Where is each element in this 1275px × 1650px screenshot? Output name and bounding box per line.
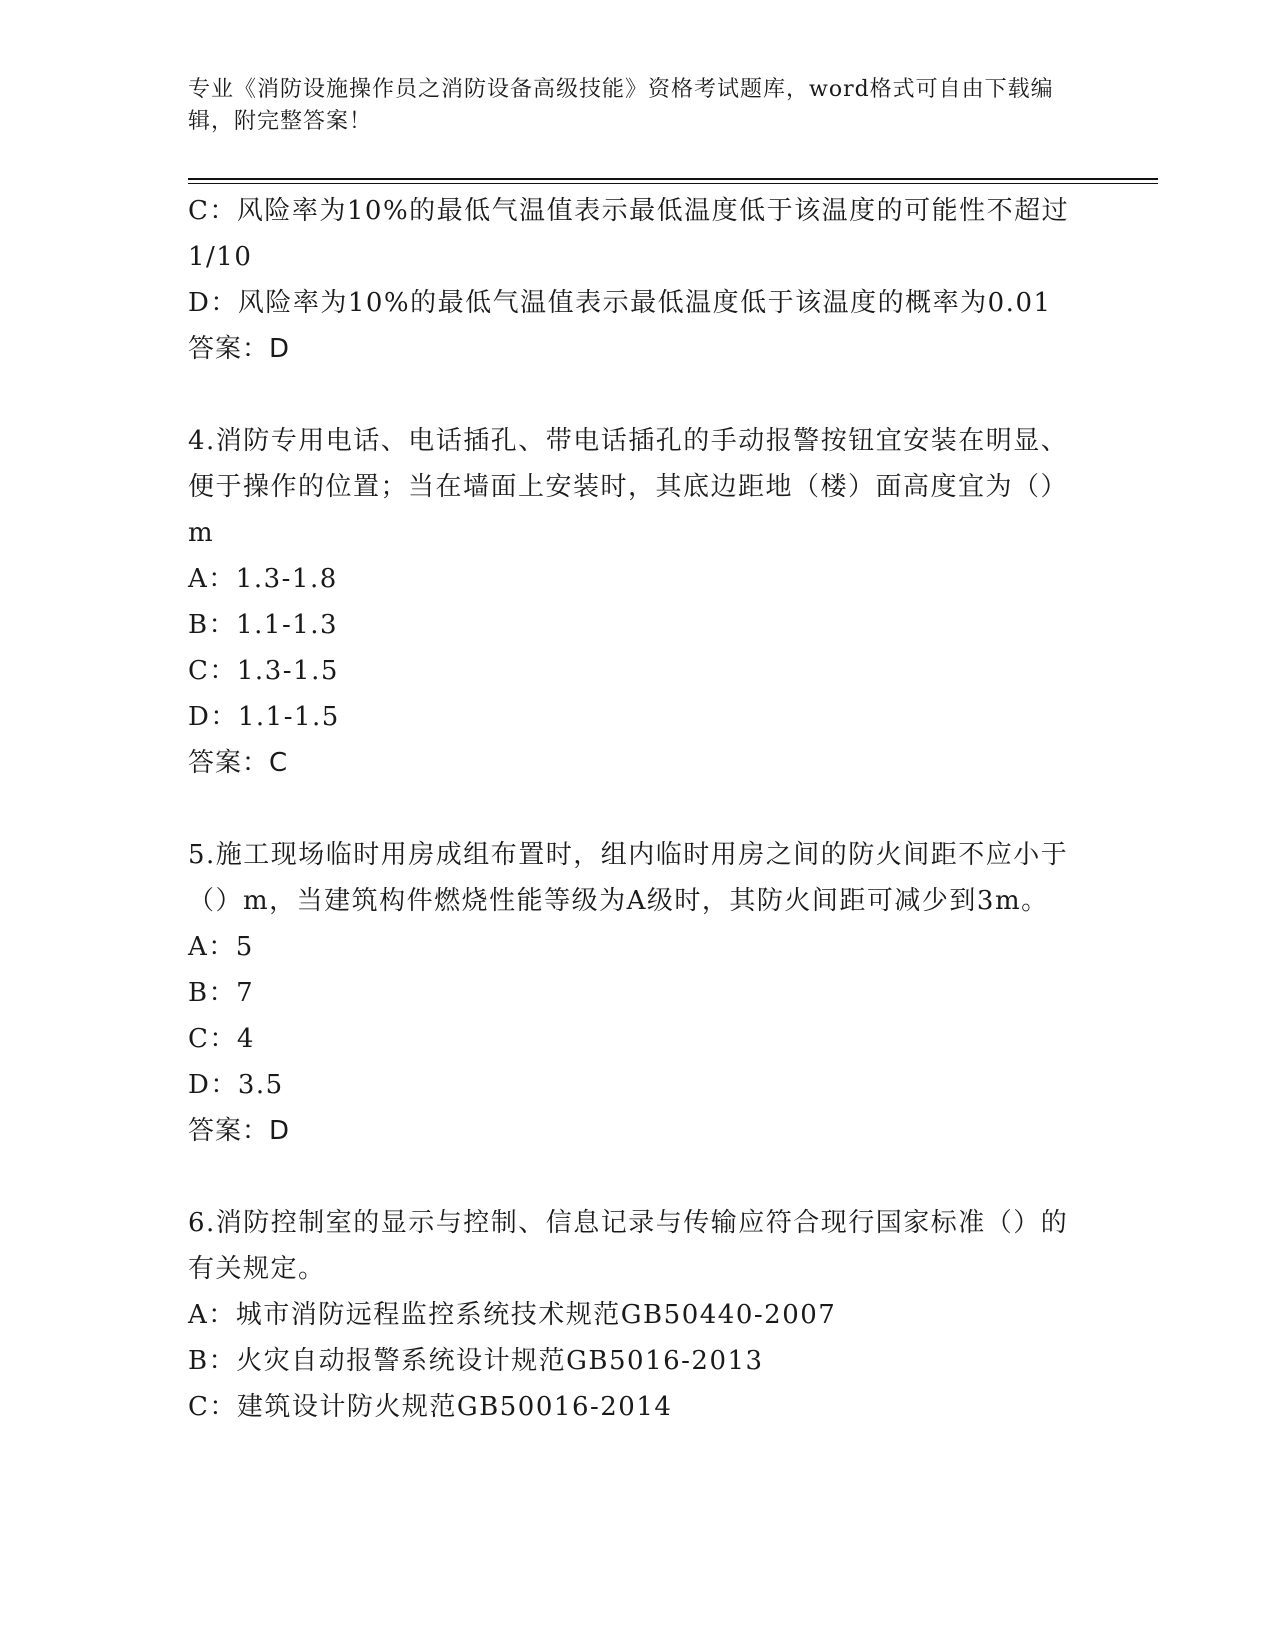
question-6 [188,1200,1088,1430]
answer: 答案：C [188,748,289,778]
option-c: C：1.3-1.5 [188,656,339,686]
header-rule-thick [188,178,1158,180]
question-stem: 6.消防控制室的显示与控制、信息记录与传输应符合现行国家标准（）的有关规定。 [188,1208,1069,1284]
question-3-continued [188,188,1088,372]
option-d: D：风险率为10%的最低气温值表示最低温度低于该温度的概率为0.01 [188,288,1052,318]
header-rule-thin [188,183,1158,184]
document-body [188,188,1088,1430]
option-b: B：1.1-1.3 [188,610,339,640]
option-a: A：5 [188,932,254,962]
document-header: 专业《消防设施操作员之消防设备高级技能》资格考试题库，word格式可自由下载编辑，附完整答案！ [188,77,1054,134]
answer: 答案：D [188,1116,291,1146]
answer: 答案：D [188,334,291,364]
option-d: D：1.1-1.5 [188,702,340,732]
option-c: C：4 [188,1024,255,1054]
option-c: C：风险率为10%的最低气温值表示最低温度低于该温度的可能性不超过1/10 [188,196,1070,272]
option-d: D：3.5 [188,1070,284,1100]
question-4 [188,418,1088,786]
option-a: A：1.3-1.8 [188,564,338,594]
option-a: A：城市消防远程监控系统技术规范GB50440-2007 [188,1300,837,1330]
option-c: C：建筑设计防火规范GB50016-2014 [188,1392,673,1422]
option-b: B：7 [188,978,255,1008]
question-stem: 4.消防专用电话、电话插孔、带电话插孔的手动报警按钮宜安装在明显、便于操作的位置；当在墙面上安装时，其底边距地（楼）面高度宜为（）m [188,426,1069,548]
option-b: B：火灾自动报警系统设计规范GB5016-2013 [188,1346,764,1376]
question-5 [188,832,1088,1154]
question-stem: 5.施工现场临时用房成组布置时，组内临时用房之间的防火间距不应小于（）m，当建筑构件燃烧性能等级为A级时，其防火间距可减少到3m。 [188,840,1069,916]
